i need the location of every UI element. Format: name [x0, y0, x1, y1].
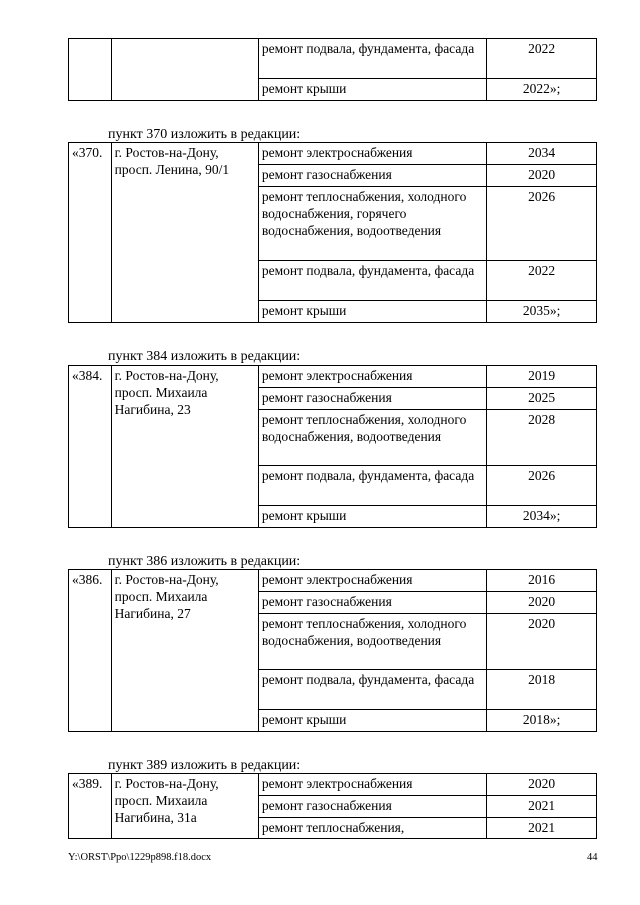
table-row	[69, 774, 597, 796]
work-cell: ремонт теплоснабжения, холодного водоснабжения, водоотведения	[258, 614, 486, 670]
item-number-cell: «370.	[69, 143, 112, 323]
table-row	[69, 366, 597, 388]
item-number-cell: «384.	[69, 366, 112, 528]
footer-file-path: Y:\ORST\Ppo\1229p898.f18.docx	[68, 852, 212, 863]
work-cell: ремонт электроснабжения	[258, 570, 486, 592]
work-cell: ремонт крыши	[258, 506, 486, 528]
works-table-384	[68, 365, 597, 528]
address-cell: г. Ростов-на-Дону, просп. Михаила Нагибина, 23	[111, 366, 258, 528]
table-row	[69, 39, 597, 79]
year-cell: 2016	[487, 570, 597, 592]
item-number-cell: «389.	[69, 774, 112, 839]
work-cell: ремонт подвала, фундамента, фасада	[258, 466, 486, 506]
year-cell: 2034»;	[487, 506, 597, 528]
work-cell: ремонт крыши	[258, 710, 486, 732]
work-cell: ремонт электроснабжения	[258, 143, 486, 165]
year-cell: 2020	[487, 614, 597, 670]
footer-page-number: 44	[587, 852, 598, 863]
work-cell: ремонт газоснабжения	[258, 796, 486, 818]
work-cell: ремонт подвала, фундамента, фасада	[258, 670, 486, 710]
amendment-heading: пункт 389 изложить в редакции:	[108, 758, 301, 773]
work-cell: ремонт электроснабжения	[258, 366, 486, 388]
work-cell: ремонт теплоснабжения, холодного водоснабжения, водоотведения	[258, 410, 486, 466]
works-table-389	[68, 773, 597, 839]
year-cell: 2034	[487, 143, 597, 165]
year-cell: 2028	[487, 410, 597, 466]
year-cell: 2021	[487, 818, 597, 839]
year-cell: 2020	[487, 774, 597, 796]
address-cell: г. Ростов-на-Дону, просп. Михаила Нагибина, 31а	[111, 774, 258, 839]
year-cell: 2022	[487, 39, 597, 79]
work-cell: ремонт крыши	[258, 79, 486, 101]
year-cell: 2035»;	[487, 301, 597, 323]
year-cell: 2021	[487, 796, 597, 818]
work-cell: ремонт теплоснабжения, холодного водоснабжения, горячего водоснабжения, водоотведения	[258, 187, 486, 261]
address-cell: г. Ростов-на-Дону, просп. Михаила Нагибина, 27	[111, 570, 258, 732]
work-cell: ремонт электроснабжения	[258, 774, 486, 796]
work-cell: ремонт газоснабжения	[258, 592, 486, 614]
item-number-cell: «386.	[69, 570, 112, 732]
work-cell: ремонт крыши	[258, 301, 486, 323]
year-cell: 2026	[487, 466, 597, 506]
work-cell: ремонт подвала, фундамента, фасада	[258, 39, 486, 79]
item-number-cell	[69, 39, 112, 101]
amendment-heading: пункт 384 изложить в редакции:	[108, 349, 301, 364]
year-cell: 2020	[487, 592, 597, 614]
table-row	[69, 143, 597, 165]
year-cell: 2022»;	[487, 79, 597, 101]
work-cell: ремонт теплоснабжения,	[258, 818, 486, 839]
amendment-heading: пункт 370 изложить в редакции:	[108, 127, 301, 142]
year-cell: 2026	[487, 187, 597, 261]
year-cell: 2025	[487, 388, 597, 410]
year-cell: 2018»;	[487, 710, 597, 732]
address-cell: г. Ростов-на-Дону, просп. Ленина, 90/1	[111, 143, 258, 323]
work-cell: ремонт газоснабжения	[258, 388, 486, 410]
works-table-370	[68, 142, 597, 323]
work-cell: ремонт подвала, фундамента, фасада	[258, 261, 486, 301]
works-table-continuation	[68, 38, 597, 101]
year-cell: 2022	[487, 261, 597, 301]
year-cell: 2019	[487, 366, 597, 388]
year-cell: 2018	[487, 670, 597, 710]
amendment-heading: пункт 386 изложить в редакции:	[108, 554, 301, 569]
year-cell: 2020	[487, 165, 597, 187]
work-cell: ремонт газоснабжения	[258, 165, 486, 187]
works-table-386	[68, 569, 597, 732]
table-row	[69, 570, 597, 592]
address-cell	[111, 39, 258, 101]
